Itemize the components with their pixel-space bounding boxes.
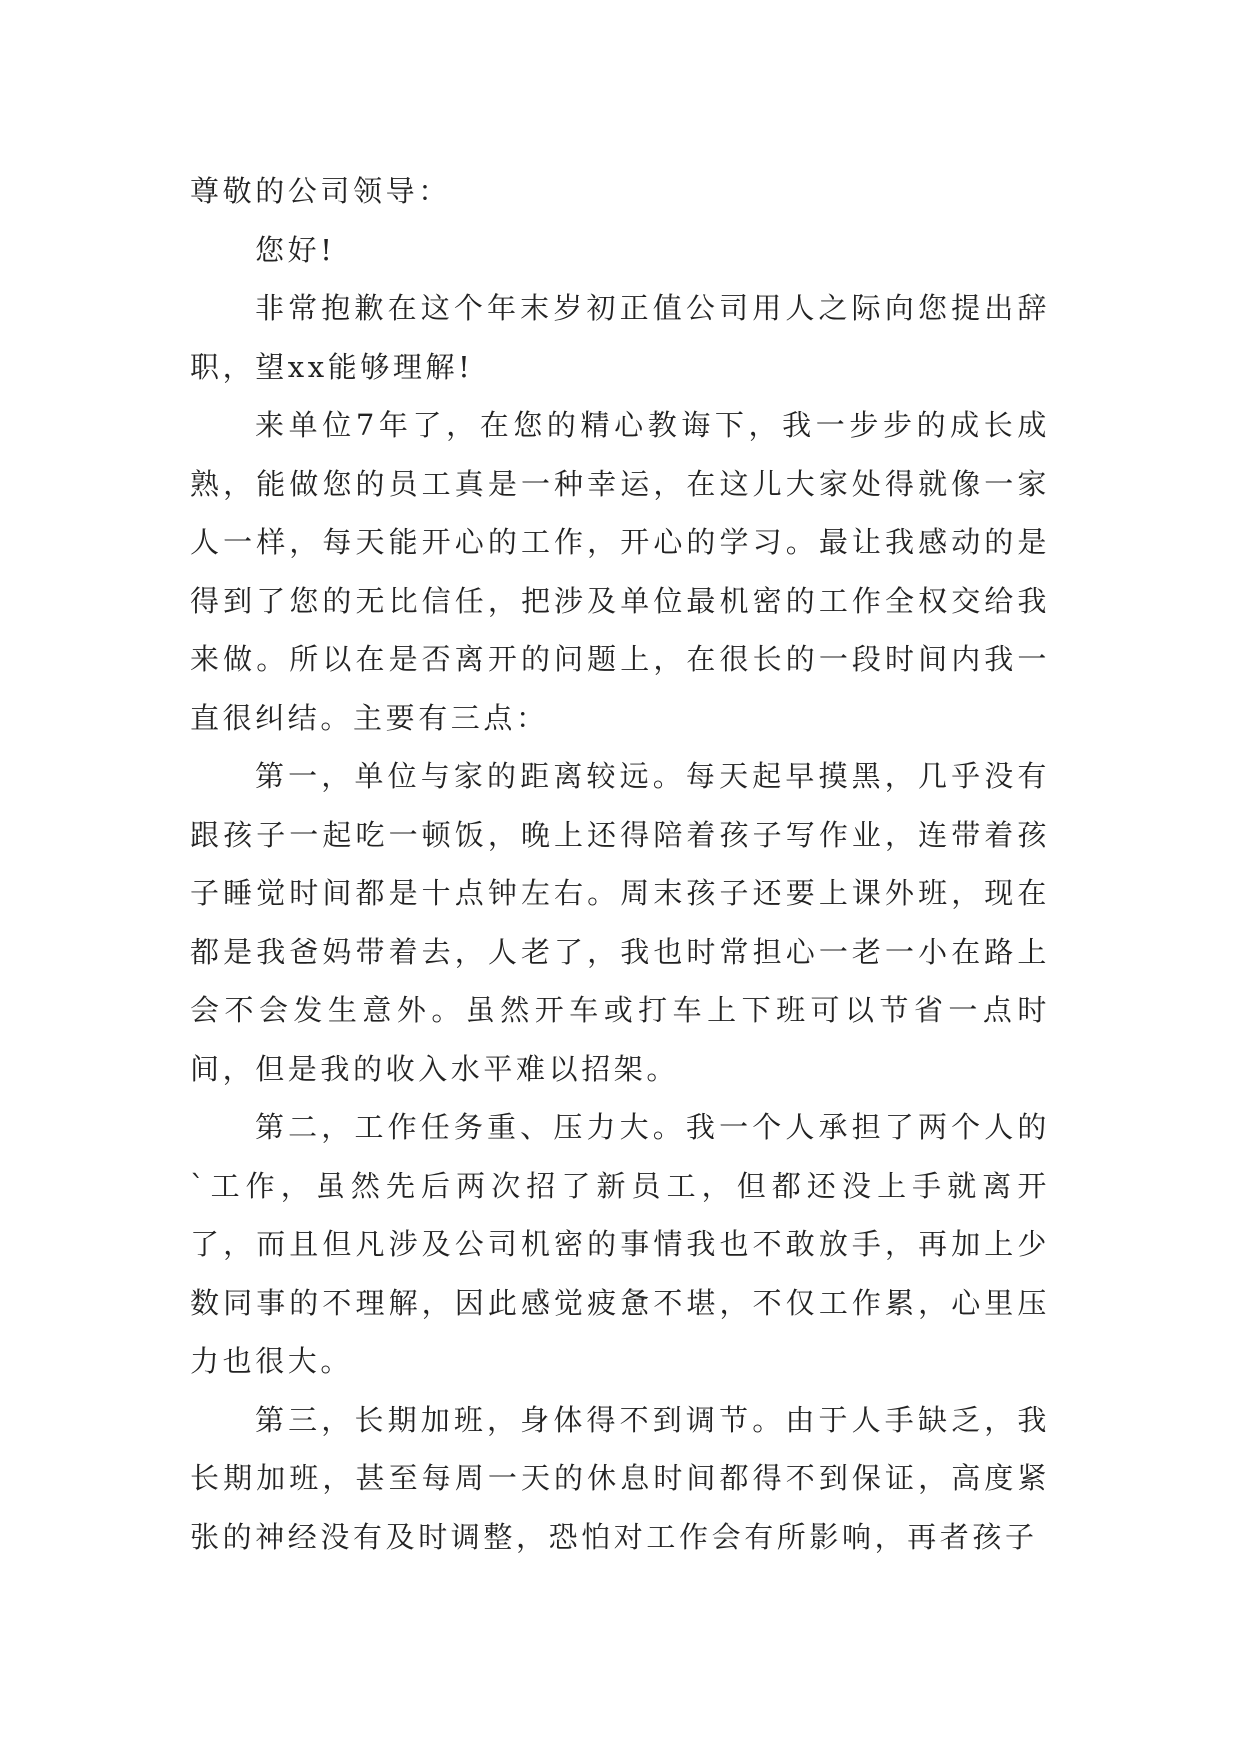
paragraph-reason-three: 第三，长期加班，身体得不到调节。由于人手缺乏，我长期加班，甚至每周一天的休息时间都得不到保证，高度紧张的神经没有及时调整，恐怕对工作会有所影响，再者孩子 (190, 1402, 1050, 1554)
letter-body (190, 162, 1050, 1566)
greeting: 您好! (255, 232, 336, 267)
paragraph-background: 来单位7年了，在您的精心教诲下，我一步步的成长成熟，能做您的员工真是一种幸运，在这儿大家处得就像一家人一样，每天能开心的工作，开心的学习。最让我感动的是得到了您的无比信任，把涉及单位最机密的工作全权交给我来做。所以在是否离开的问题上，在很长的一段时间内我一直很纠结。主要有三点： (190, 408, 1050, 735)
salutation: 尊敬的公司领导： (190, 174, 451, 208)
paragraph-apology: 非常抱歉在这个年末岁初正值公司用人之际向您提出辞职，望xx能够理解! (190, 291, 1050, 384)
paragraph-reason-one: 第一，单位与家的距离较远。每天起早摸黑，几乎没有跟孩子一起吃一顿饭，晚上还得陪着孩子写作业，连带着孩子睡觉时间都是十点钟左右。周末孩子还要上课外班，现在都是我爸妈带着去，人老了，我也时常担心一老一小在路上会不会发生意外。虽然开车或打车上下班可以节省一点时间，但是我的收入水平难以招架。 (190, 759, 1050, 1086)
paragraph-reason-two: 第二，工作任务重、压力大。我一个人承担了两个人的`工作，虽然先后两次招了新员工，但都还没上手就离开了，而且但凡涉及公司机密的事情我也不敢放手，再加上少数同事的不理解，因此感觉疲惫不堪，不仅工作累，心里压力也很大。 (190, 1110, 1050, 1378)
